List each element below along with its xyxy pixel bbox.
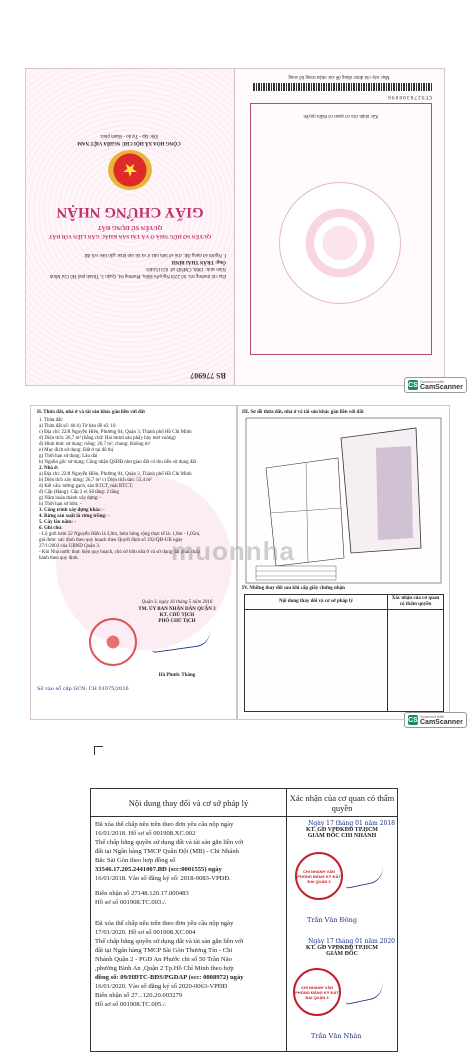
section-2-heading: II. Thửa đất, nhà ở và tài sản khác gắn liền với đất (37, 410, 145, 415)
note-line: giá được xác định theo quy hoạch theo Quyết định số 192/QĐ-UB ngày (39, 538, 183, 543)
land-line: a) Địa chỉ: 22/8 Nguyễn Hiền, Phường 04, Quận 3, Thành phố Hồ Chí Minh (39, 472, 192, 477)
camscanner-badge-2: CS Scanned with CamScanner (404, 712, 467, 728)
land-line: 2. Nhà ở: (39, 466, 59, 471)
confirm-column-header: Xác nhận của cơ quan có thẩm quyền (287, 789, 398, 817)
entries-cell (91, 817, 287, 1052)
changes-page-table (90, 788, 398, 1052)
record-number: Số vào sổ cấp GCN: CH 01075/2016 (37, 686, 129, 692)
entry-line: Đã xóa thế chấp nêu trên theo đơn yêu cầu nộp ngày (95, 821, 234, 828)
land-line: 5. Cây lâu năm: - (39, 520, 76, 525)
note-line: - Khi Nhà nước thực hiện quy hoạch, chủ sở hữu nhà ở và sử dụng đất phải chấp (39, 550, 201, 555)
entry-line: 16/01/2018. Hồ sơ số 001908.XC.002 (95, 830, 196, 837)
camscanner-badge-1: CS Scanned with CamScanner (404, 377, 467, 393)
land-line: 4. Rừng sản xuất là rừng trồng: - (39, 514, 110, 519)
entry-line: Thế chấp bằng quyền sử dụng đất và tài sản gắn liền với (95, 839, 244, 846)
signer-1: Trần Văn Đông (307, 916, 358, 924)
entry-line: đất tại Ngân hàng TMCP Quân Đội (MB) - Chi Nhánh (95, 848, 239, 855)
entry-line: 16/01/2018. Vào số đăng ký số: 2018-0083-VPĐĐ. (95, 875, 231, 882)
right-page-top-note: Mục này chỉ được dùng để xác nhận trang bổ sung (288, 74, 390, 79)
entry-line: 17/01/2020. Hồ sơ số 001908.XC.004 (95, 929, 196, 936)
certificate-subtitle-2: QUYỀN SỞ HỮU NHÀ Ở VÀ TÀI SẢN KHÁC GẮN LIỀN VỚI ĐẤT (48, 233, 212, 239)
confirm-line: GIÁM ĐỐC CHI NHÁNH (307, 833, 377, 839)
changes-column-header: Nội dung thay đổi và cơ sở pháp lý (91, 789, 287, 817)
entry-line: Hồ sơ số 001908.TC.005./. (95, 1001, 167, 1008)
entry-line: đồng số: 09/HĐTC-BĐS/PGDAP (scc: 0008972) ngày (95, 974, 244, 981)
entry-line: Bắc Sài Gòn theo hợp đồng số (95, 857, 176, 864)
entry-line: Biên nhận số 27...120.20.003279 (95, 992, 183, 999)
coordinate-table (256, 566, 336, 580)
shaded-area (376, 446, 413, 540)
land-line: d) Kết cấu: tường gạch, sàn BTCT, mái BTCT; (39, 484, 133, 489)
entry-line: Thế chấp bằng quyền sử dụng đất và tài sản gắn liền với (95, 938, 244, 945)
certificate-subtitle-1: QUYỀN SỬ DỤNG ĐẤT (97, 224, 163, 230)
note-line: hành theo quy định. (39, 556, 79, 561)
confirm-header: Xác nhận của cơ quan có thẩm quyền (388, 595, 444, 610)
signature-1 (343, 866, 385, 889)
entry-1 (95, 820, 282, 907)
office-stamp-2: CHI NHÁNH VĂN PHÒNG ĐĂNG KÝ ĐẤT ĐAI QUẬN 3 (293, 968, 341, 1016)
confirmation-2 (289, 938, 395, 1048)
serial-number: BS 776907 (190, 371, 226, 380)
star-icon: ★ (121, 160, 139, 180)
cover-left-page (26, 69, 235, 385)
section-4-heading: IV. Những thay đổi sau khi cấp giấy chứng nhận (242, 586, 345, 591)
red-seal (89, 618, 137, 666)
land-line: h) Nguồn gốc sử dụng: Công nhận QSDĐ như giao đất có thu tiền sử dụng đất (39, 460, 197, 465)
confirm-line: GIÁM ĐỐC (326, 951, 358, 957)
camscanner-icon: CS (408, 381, 418, 389)
confirmation-label: Xác nhận của cơ quan có thẩm quyền (303, 113, 379, 118)
land-line: e) Mục đích sử dụng: Đất ở tại đô thị (39, 448, 114, 453)
motto: Độc lập - Tự do - Hạnh phúc (100, 133, 158, 138)
confirm-empty-cell (388, 610, 444, 712)
scan-corner-mark (94, 746, 103, 755)
land-line: đ) Hình thức sử dụng: riêng: 26,7 m², chung: Không m² (39, 442, 151, 447)
entry-line: ,phường Bình An ,Quận 2 Tp.Hồ Chí Minh theo hợp (95, 965, 234, 972)
entry-line: Nhánh Quận 2 - PGD An Phước chi số 50 Trần Não (95, 956, 232, 963)
land-line: 6. Ghi chú: (39, 526, 63, 531)
authority-line-1: TM. ỦY BAN NHÂN DÂN QUẬN 3 (138, 607, 216, 612)
watermark: muonnha (171, 536, 295, 566)
entry-line: Hồ sơ số 001908.TC.003./. (95, 899, 167, 906)
entry-line: 33546.17.205.2441007.BĐ (scc:0001555) ngày (95, 866, 222, 873)
office-stamp-1: CHI NHÁNH VĂN PHÒNG ĐĂNG KÝ ĐẤT ĐAI QUẬN 3 (295, 852, 343, 900)
confirm-line: KT. GĐ VPĐKĐĐ TP.HCM (306, 827, 378, 833)
note-line: 27/1/2003 của UBND Quận 3. (39, 544, 100, 549)
changes-table (244, 594, 444, 712)
national-emblem (108, 150, 152, 190)
cover-right-page (236, 69, 444, 385)
republic-heading: CỘNG HÒA XÃ HỘI CHỦ NGHĨA VIỆT NAM (77, 140, 181, 145)
signature-mark (150, 630, 212, 653)
signature-2 (343, 982, 385, 1005)
land-line: đ) Cấp (Hạng): Cấp 2 e) Số tầng: 2 tầng (39, 490, 119, 495)
confirm-line: Ngày 17 tháng 01 năm 2018 (308, 820, 395, 827)
section-3-heading: III. Sơ đồ thửa đất, nhà ở và tài sản khác gắn liền với đất (242, 410, 364, 415)
changes-page-scan (70, 740, 400, 1040)
entry-line: Biên nhận số 27148.120.17.000483 (95, 890, 189, 897)
owner-birth: Năm sinh: 1968, CMND số: 021154461 (145, 266, 226, 271)
signer-name: Hà Phước Thắng (158, 673, 196, 678)
issue-date: Quận 3, ngày 16 tháng 5 năm 2016 (141, 600, 213, 605)
land-line: g) Năm hoàn thành xây dựng: - (39, 496, 102, 501)
barcode (252, 83, 432, 91)
note-line: - Lộ giới hẻm 22 Nguyễn Hiền là 3,0m, hẻm hông rộng thực tế là: 1,0m - 1,05m, (39, 532, 201, 537)
land-line: 3. Công trình xây dựng khác: - (39, 508, 105, 513)
land-line: 1. Thửa đất: (39, 418, 64, 423)
land-line: c) Địa chỉ: 22/8 Nguyễn Hiền, Phường 04, Quận 3, Thành phố Hồ Chí Minh (39, 430, 192, 435)
entry-2 (95, 919, 282, 1009)
confirm-line: KT. GĐ VPĐKĐĐ TP.HCM (306, 945, 378, 951)
certificate-title: GIẤY CHỨNG NHẬN (56, 204, 204, 220)
authority-line-2: KT. CHỦ TỊCH (159, 613, 195, 618)
inner-line (271, 508, 341, 513)
confirm-line: Ngày 17 tháng 01 năm 2020 (308, 938, 395, 945)
confirmation-1 (289, 820, 395, 938)
land-line: b) Diện tích xây dựng: 26,7 m² c) Diện tích sàn: 53,4 m² (39, 478, 152, 483)
land-line: a) Thửa đất số: 4b b) Tờ bản đồ số: 10 (39, 424, 116, 429)
authority-line-3: PHÓ CHỦ TỊCH (158, 619, 196, 624)
owner-name: Ông: TRẦN THÁI BÌNH (171, 259, 226, 264)
entry-line: Đã xóa thế chấp nêu trên theo đơn yêu cầu nộp ngày (95, 920, 234, 927)
changes-header: Nội dung thay đổi và cơ sở pháp lý (245, 595, 388, 610)
land-line: g) Thời hạn sử dụng: Lâu dài (39, 454, 98, 459)
certificate-inner-scan (30, 405, 450, 720)
signer-2: Trần Văn Nhân (311, 1032, 362, 1040)
inner-line (306, 463, 308, 563)
owner-section-line: I. Người sử dụng đất, chủ sở hữu nhà ở và tài sản khác gắn liền với đất (84, 252, 226, 257)
changes-empty-cell (245, 610, 388, 712)
land-line: h) Thời hạn sở hữu: - (39, 502, 82, 507)
land-line: d) Diện tích: 26,7 m² (bằng chữ: Hai mươi sáu phẩy bảy mét vuông) (39, 436, 176, 441)
confirmations-cell (287, 817, 398, 1052)
barcode-text: CT 9 2 7 6 3 0 0 0 9 6 (388, 94, 432, 99)
certificate-cover-scan (25, 68, 445, 386)
entry-line: đất tại Ngân hàng TMCP Sài Gòn Thương Tín - Chi (95, 947, 233, 954)
camscanner-icon: CS (408, 716, 418, 724)
owner-address: Địa chỉ thường trú: Số 22/8 Nguyễn Hiền, Phường 04, Quận 3, Thành phố Hồ Chí Minh (49, 273, 226, 278)
confirmation-box (250, 103, 432, 355)
entry-line: 16/01/2020. Vào số đăng ký số 2020-0063-VPĐĐ (95, 983, 228, 990)
